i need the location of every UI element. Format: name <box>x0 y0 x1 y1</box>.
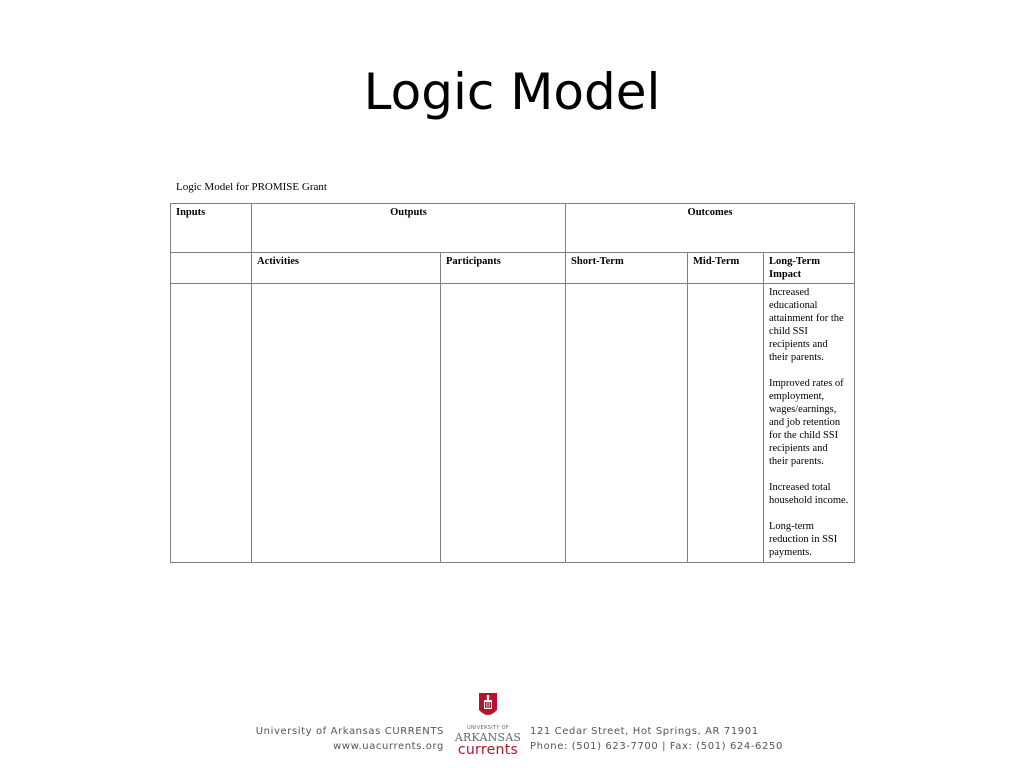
activities-cell <box>252 284 441 563</box>
table-header-row <box>171 204 855 253</box>
long-term-header-line2: Impact <box>769 269 802 280</box>
impact-item: Long-term reduction in SSI payments. <box>769 521 838 558</box>
inputs-header: Inputs <box>171 204 252 253</box>
impact-item: Increased total household income. <box>769 482 849 506</box>
logic-model-table <box>170 203 855 563</box>
slide-title: Logic Model <box>363 63 661 121</box>
activities-header: Activities <box>252 253 441 284</box>
footer-org-name: University of Arkansas CURRENTS <box>255 726 444 737</box>
footer-phone-fax: Phone: (501) 623-7700 | Fax: (501) 624-6250 <box>530 741 783 752</box>
mid-term-cell <box>688 284 764 563</box>
university-logo <box>452 692 524 760</box>
table-subheader-row <box>171 253 855 284</box>
logo-top-text: UNIVERSITY OF <box>467 725 509 731</box>
short-term-header: Short-Term <box>566 253 688 284</box>
table-body-row <box>171 284 855 563</box>
long-term-header-line1: Long-Term <box>769 256 820 267</box>
long-term-impact-header <box>764 253 855 284</box>
long-term-impact-cell <box>764 284 855 563</box>
outputs-header: Outputs <box>252 204 566 253</box>
participants-header: Participants <box>441 253 566 284</box>
inputs-subheader-empty <box>171 253 252 284</box>
footer-org-block <box>256 724 444 754</box>
logo-mid-text: ARKANSAS <box>454 731 522 744</box>
impact-item: Improved rates of employment, wages/earnings, and job retention for the child SSI recipients and their parents. <box>769 378 844 467</box>
short-term-cell <box>566 284 688 563</box>
outcomes-header: Outcomes <box>566 204 855 253</box>
mid-term-header: Mid-Term <box>688 253 764 284</box>
impact-item: Increased educational attainment for the child SSI recipients and their parents. <box>769 287 844 363</box>
footer-contact-block <box>530 724 783 754</box>
inputs-cell <box>171 284 252 563</box>
logo-bottom-text: currents <box>457 742 519 758</box>
document-caption: Logic Model for PROMISE Grant <box>176 181 327 193</box>
old-main-badge-icon <box>478 692 498 720</box>
footer-website: www.uacurrents.org <box>333 741 444 752</box>
footer-address: 121 Cedar Street, Hot Springs, AR 71901 <box>530 726 759 737</box>
participants-cell <box>441 284 566 563</box>
